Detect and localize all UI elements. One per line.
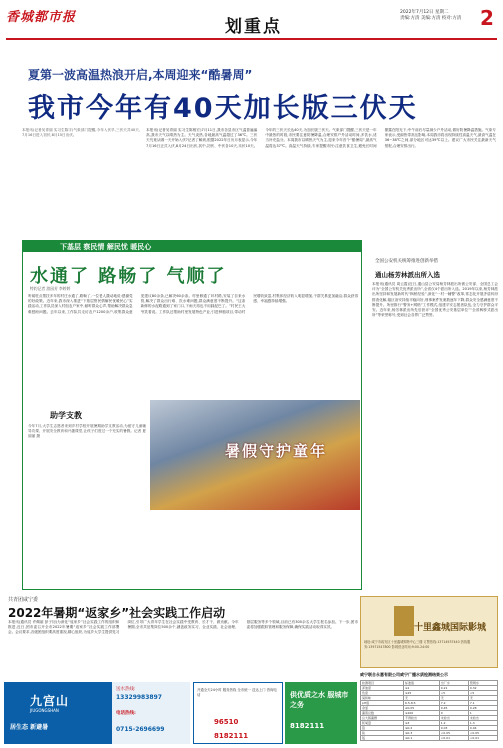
table-cell: 无 <box>439 696 468 701</box>
table-cell: 1.3 <box>468 721 497 726</box>
table-cell: 出厂水 <box>439 681 468 686</box>
page-number: 2 <box>480 6 494 30</box>
table-cell: ≤0.3 <box>403 731 439 736</box>
aid-title: 助学支教 <box>50 411 82 420</box>
bottom-body: 本报讯(通讯员 许佩丽 彭子钊)为深化“返家乡”社会实践工作的组织和推进,近日,团市委召开全市2022年暑期“返家乡”社会实践工作部署会。会议要求,各级团组织要高度重视,精心组织,为返乡大学生提供见习岗位,引导广大青年学生在社会实践中受教育、长才干、做贡献。今年暑期,全市共征集岗位500余个,涵盖政务实习、企业实践、社会治理、基层服务等多个领域,目前已有300余名大学生报名参加。下一步,团市委将加强跟踪管理和服务保障,确保实践活动取得实效。 <box>8 620 358 635</box>
table-cell: 浑浊度 <box>361 686 404 691</box>
table-cell: 6.5-8.5 <box>403 701 439 706</box>
table-cell: 未检出 <box>468 716 497 721</box>
bottom-kicker: 共青团咸宁委 <box>8 597 39 603</box>
table-cell: <0.05 <box>468 731 497 736</box>
tel-ad-number-1: 13329983897 <box>116 694 162 701</box>
table-cell: <5 <box>468 691 497 696</box>
table-cell: 1.2 <box>439 721 468 726</box>
newspaper-logo: 香城都市报 <box>6 10 77 25</box>
table-cell: 管网水 <box>468 681 497 686</box>
lead-column-1: 本报讯(记者吴青丽 实习生陈宇)气象部门提醒,今年入伏早,三伏天共40天,7月16日进入初伏,8月15日出伏。 <box>22 128 140 138</box>
table-cell: 未检出 <box>439 716 468 721</box>
photo-banner-text: 暑假守护童年 <box>225 442 328 460</box>
water-ad-slogan: 供优质之水 服城市之务 <box>290 691 349 709</box>
table-cell: 检测项目 <box>361 681 404 686</box>
table-cell: 0.04 <box>468 726 497 731</box>
table-cell: pH值 <box>361 701 404 706</box>
table-cell: 总大肠菌群 <box>361 716 404 721</box>
sidebar-headline: 通山杨芳林派出所入选 <box>375 271 440 279</box>
table-cell: ≤3 <box>403 721 439 726</box>
table-cell: 0.45 <box>439 706 468 711</box>
water-ad-number: 8182111 <box>290 722 325 730</box>
feature-byline: 特约记者 游园芳 李婷婷 <box>30 286 71 291</box>
table-cell: 无 <box>468 696 497 701</box>
hotel-ad-english: JIUGONGSHAN <box>30 708 59 713</box>
bottom-headline: 2022年暑期“返家乡”社会实践工作启动 <box>8 606 226 620</box>
issue-info <box>400 10 461 22</box>
table-cell: <0.05 <box>439 731 468 736</box>
hotline-ad-number-1: 96510 <box>214 718 239 726</box>
table-cell: ≤100 <box>403 711 439 716</box>
table-cell: 标准值 <box>403 681 439 686</box>
lead-kicker: 夏第一波高温热浪开启,本周迎来“酷暑周” <box>28 68 253 82</box>
table-cell: 锰 <box>361 736 404 741</box>
table-cell: 0.03 <box>439 726 468 731</box>
table-cell: 余氯 <box>361 706 404 711</box>
lead-headline: 我市今年有40天加长版三伏天 <box>28 93 418 124</box>
hotel-ad-name: 九宫山 <box>30 694 70 708</box>
issue-date: 2022年7月12日 星期二 <box>400 10 449 15</box>
table-cell: 0 <box>439 711 468 716</box>
feature-headline: 水通了 路畅了 气顺了 <box>30 266 227 287</box>
table-cell: <5 <box>439 691 468 696</box>
table-cell: 耗氧量 <box>361 721 404 726</box>
feature-banner-label: 下基层 察民情 解民忧 暖民心 <box>60 243 152 251</box>
tel-ad-label: 送水热线: <box>116 687 136 692</box>
issue-editors: 责编:方清 美编:方清 校对:方清 <box>400 16 462 21</box>
table-row <box>361 736 498 741</box>
table-cell: ≥0.05 <box>403 706 439 711</box>
table-cell: 7.2 <box>439 701 468 706</box>
table-cell: ≤0.2 <box>403 726 439 731</box>
cinema-ad-text: 地址:咸宁市咸安区十里鑫城购物中心三楼 订票热线:13714937440 热线服务:13971547800 影城营业时间:9:00-24:00 <box>364 640 471 649</box>
section-title: 划重点 <box>225 17 282 37</box>
table-cell: ≤15 <box>403 691 439 696</box>
tel-ad-number-2: 0715-2696699 <box>116 726 165 733</box>
hotline-ad-text: 开通全天24小时 服务热线 全市统一 送达上门 咨询电话 <box>197 688 277 697</box>
table-cell: 7.1 <box>468 701 497 706</box>
table-cell: 不得检出 <box>403 716 439 721</box>
tel-ad-label-2: 电话热线: <box>116 711 136 716</box>
table-cell: 铝 <box>361 726 404 731</box>
sidebar-body: 本报讯(通讯员 周云霞)近日,通山县公安局杨芳林派出所被公安部、全国总工会评为“全国公安机关优秀派出所”,全省仅4个派出所入选。2019年以来,杨芳林派出所坚持和发展新时代“枫桥经验”,深化“一村一辅警”改革,常态化开展矛盾纠纷排查化解,辖区治安持续平稳向好,刑事案件发案数逐年下降,群众安全感满意度不断提升。所里推行“警务+网格”工作模式,组建平安志愿者队伍,全力守护群众平安。近年来,杨芳林派出所先后获评“全国优秀公安基层单位”“全省枫桥式派出所”等荣誉称号,受到社会各界广泛赞誉。 <box>372 282 498 318</box>
header-rule <box>6 38 497 40</box>
table-cell: <0.01 <box>468 736 497 741</box>
table-cell: <0.01 <box>439 736 468 741</box>
table-cell: 1 <box>468 711 497 716</box>
water-quality-table <box>360 680 498 744</box>
table-cell: 0.32 <box>468 686 497 691</box>
table-cell: 0.21 <box>439 686 468 691</box>
lead-body: 本报讯(记者吴青丽 实习生陈相宏)7月11日,我市各县市区气温普遍偏高,我市天气以晴热为主。天气炎热,各地最高气温超过了36℃。三伏天究竟从哪一天开始入伏?记者了解到,根据2022年日历月表显示,今年7月16日正式入伏,8月24日出伏,其中,初伏、中伏各10天,末伏10天。今年的三伏天长达40天,为加长版三伏天。气象部门提醒,三伏天是一年中最热的时段,市民要注意防暑降温,合理安排户外活动时间,多饮水,适当补充盐分。本周我市以晴热天气为主,迎来今年首个“酷暑周”,最高气温将达37℃。高温天气持续,专家提醒市民:注意饮食卫生,避免长时间暴露在阳光下;中午前后尽量减少户外活动,做好防暑降温措施。气象专家表示,受副热带高压影响,本周我市将出现持续性高温天气,最高气温在36~38℃之间,部分地区可达39℃以上。建议广大市民关注最新天气预报,合理安排出行。 <box>146 128 496 148</box>
aid-caption: 今年7月,大学生志愿者来到乡村学校开展暑期助学支教活动,为留守儿童辅导功课、开展安全教育和兴趣课堂,让孩子们度过一个充实的暑假。记者 夏丽丽 摄 <box>28 424 146 439</box>
hotline-ad-number-2: 8182111 <box>214 732 249 740</box>
table-cell: 色度 <box>361 691 404 696</box>
hotel-ad-tagline: 居生态 新避暑 <box>10 724 49 731</box>
table-cell: ≤1 <box>403 686 439 691</box>
table-cell: 0.28 <box>468 706 497 711</box>
sidebar-kicker: 全国公安机关统筹推进创新举措 <box>375 259 438 264</box>
table-cell: 无 <box>403 696 439 701</box>
cinema-logo-icon <box>394 606 414 636</box>
table-cell: 臭和味 <box>361 696 404 701</box>
cinema-ad-name: 十里鑫城国际影城 <box>414 623 487 633</box>
table-cell: 菌落总数 <box>361 711 404 716</box>
feature-body: 听闻驻点帮扶多年的村庄水通了,路畅了,一位老人激动地说:感谢党的好政策。近年来,我市深入推进“下基层察民情解民忧暖民心”实践活动,工作队员深入村组农户家中,倾听群众心声,帮助解决群众急难愁盼问题。去年以来,工作队共走访农户1200余户,收集群众意见建议80余条,已解决60余条。村里修通了环村路,安装了自来水管,解决了群众出行难、饮水难问题,群众满意度不断提升。“这条新修的水泥路通到了家门口,下雨天再也不用踩泥巴了。”村民王大爷笑着说。工作队还帮助村里发展特色产业,引进种植项目,带动村民增收致富,村集体经济收入明显增加,干群关系更加融洽,群众获得感、幸福感持续增强。 <box>28 294 358 314</box>
table-cell: 铁 <box>361 731 404 736</box>
table-cell: ≤0.1 <box>403 736 439 741</box>
water-quality-table-title: 咸宁联合永惠有限公司咸宁广播水质检测结果公示 <box>360 672 448 677</box>
